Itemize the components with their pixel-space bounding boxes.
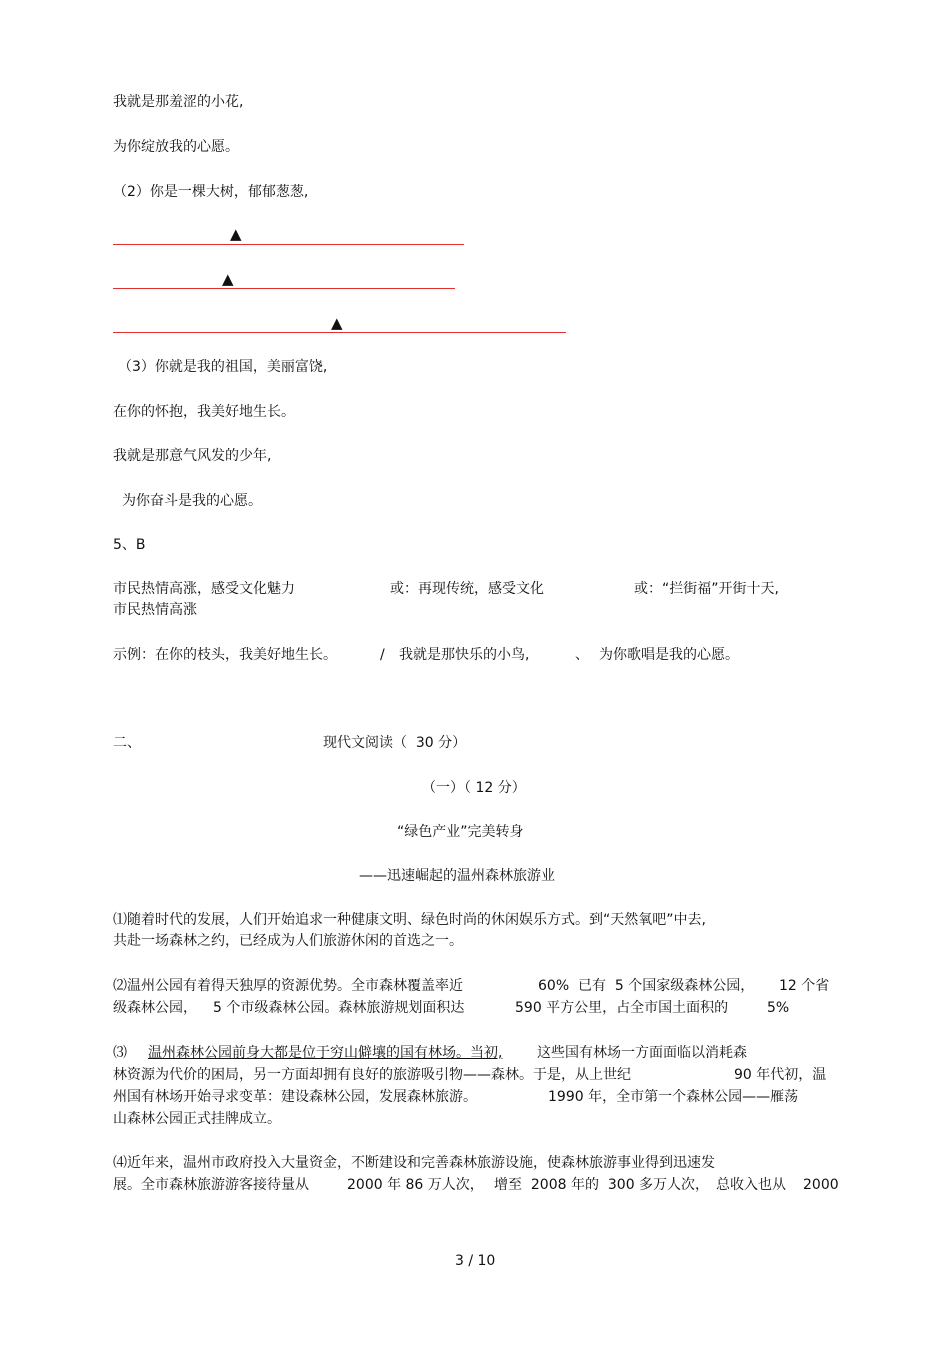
- blank-marker-2: ▲: [222, 270, 234, 288]
- answer-q5: 5、B: [113, 537, 146, 553]
- paragraph-2-value: 60%: [538, 978, 570, 994]
- answer-example-c: 为你歌唱是我的心愿。: [599, 647, 739, 663]
- section-number: 二、: [113, 735, 141, 751]
- paragraph-4-text: 总收入也从: [716, 1177, 786, 1193]
- paragraph-4-text: 2000: [803, 1177, 839, 1193]
- paragraph-1-cont: 共赴一场森林之约，已经成为人们旅游休闲的首选之一。: [113, 933, 463, 949]
- answer-option-2: 或：再现传统，感受文化: [390, 581, 544, 597]
- blank-marker-1: ▲: [230, 225, 242, 243]
- poem-line: 我就是那意气风发的少年,: [113, 448, 272, 464]
- answer-option-1: 市民热情高涨，感受文化魅力: [113, 581, 295, 597]
- answer-example-sep: /: [380, 647, 385, 663]
- paragraph-3-text: 90 年代初，温: [734, 1067, 827, 1083]
- paragraph-3-underlined: 温州森林公园前身大都是位于穷山僻壤的国有林场。当初,: [148, 1045, 503, 1061]
- paragraph-2-text: 12 个省: [779, 978, 830, 994]
- paragraph-1: ⑴随着时代的发展，人们开始追求一种健康文明、绿色时尚的休闲娱乐方式。到“天然氧吧”中去,: [113, 912, 706, 928]
- blank-marker-3: ▲: [331, 314, 343, 332]
- paragraph-3-cont: 州国有林场开始寻求变革：建设森林公园，发展森林旅游。: [113, 1089, 477, 1105]
- paragraph-3-cont: 山森林公园正式挂牌成立。: [113, 1111, 281, 1127]
- paragraph-3-text: 这些国有林场一方面面临以消耗森: [537, 1045, 747, 1061]
- poem-line: 为你绽放我的心愿。: [113, 139, 239, 155]
- answer-example-a: 示例：在你的枝头，我美好地生长。: [113, 647, 337, 663]
- paragraph-2-text: 590 平方公里，占全市国土面积的: [515, 1000, 729, 1016]
- section-title: 现代文阅读（ 30 分）: [323, 735, 467, 751]
- article-subtitle: ——迅速崛起的温州森林旅游业: [359, 868, 555, 884]
- paragraph-3-text: 1990 年，全市第一个森林公园——雁荡: [548, 1089, 799, 1105]
- paragraph-2-cont: 级森林公园，: [113, 1000, 197, 1016]
- poem-item-2: （2）你是一棵大树，郁郁葱葱,: [113, 184, 309, 200]
- paragraph-4-text: 增至 2008 年的 300 多万人次，: [494, 1177, 710, 1193]
- paragraph-4: ⑷近年来，温州市政府投入大量资金，不断建设和完善森林旅游设施，使森林旅游事业得到迅速发: [113, 1155, 715, 1171]
- article-title: “绿色产业”完美转身: [397, 824, 524, 840]
- paragraph-3-number: ⑶: [113, 1045, 127, 1061]
- answer-option-3: 或：“拦街福”开街十天,: [634, 581, 779, 597]
- answer-blank-line-2: [113, 288, 455, 289]
- answer-option-1-cont: 市民热情高涨: [113, 602, 197, 618]
- poem-line: 在你的怀抱，我美好地生长。: [113, 404, 295, 420]
- paragraph-2-value: 5%: [767, 1000, 790, 1016]
- answer-blank-line-3: [113, 332, 566, 333]
- paragraph-4-cont: 展。全市森林旅游游客接待量从: [113, 1177, 309, 1193]
- page-number: 3 / 10: [455, 1253, 496, 1269]
- answer-example-sep: 、: [575, 647, 589, 663]
- paragraph-4-text: 2000 年 86 万人次，: [347, 1177, 484, 1193]
- poem-line: 为你奋斗是我的心愿。: [122, 493, 262, 509]
- poem-item-3: （3）你就是我的祖国，美丽富饶,: [118, 359, 328, 375]
- answer-blank-line-1: [113, 244, 464, 245]
- paragraph-2-text: 已有 5 个国家级森林公园，: [578, 978, 755, 994]
- subsection-title: （一）（ 12 分）: [422, 780, 526, 796]
- paragraph-2: ⑵温州公园有着得天独厚的资源优势。全市森林覆盖率近: [113, 978, 463, 994]
- paragraph-2-text: 5 个市级森林公园。森林旅游规划面积达: [213, 1000, 465, 1016]
- answer-example-b: 我就是那快乐的小鸟,: [399, 647, 530, 663]
- poem-line: 我就是那羞涩的小花,: [113, 94, 244, 110]
- paragraph-3-cont: 林资源为代价的困局，另一方面却拥有良好的旅游吸引物——森林。于是，从上世纪: [113, 1067, 631, 1083]
